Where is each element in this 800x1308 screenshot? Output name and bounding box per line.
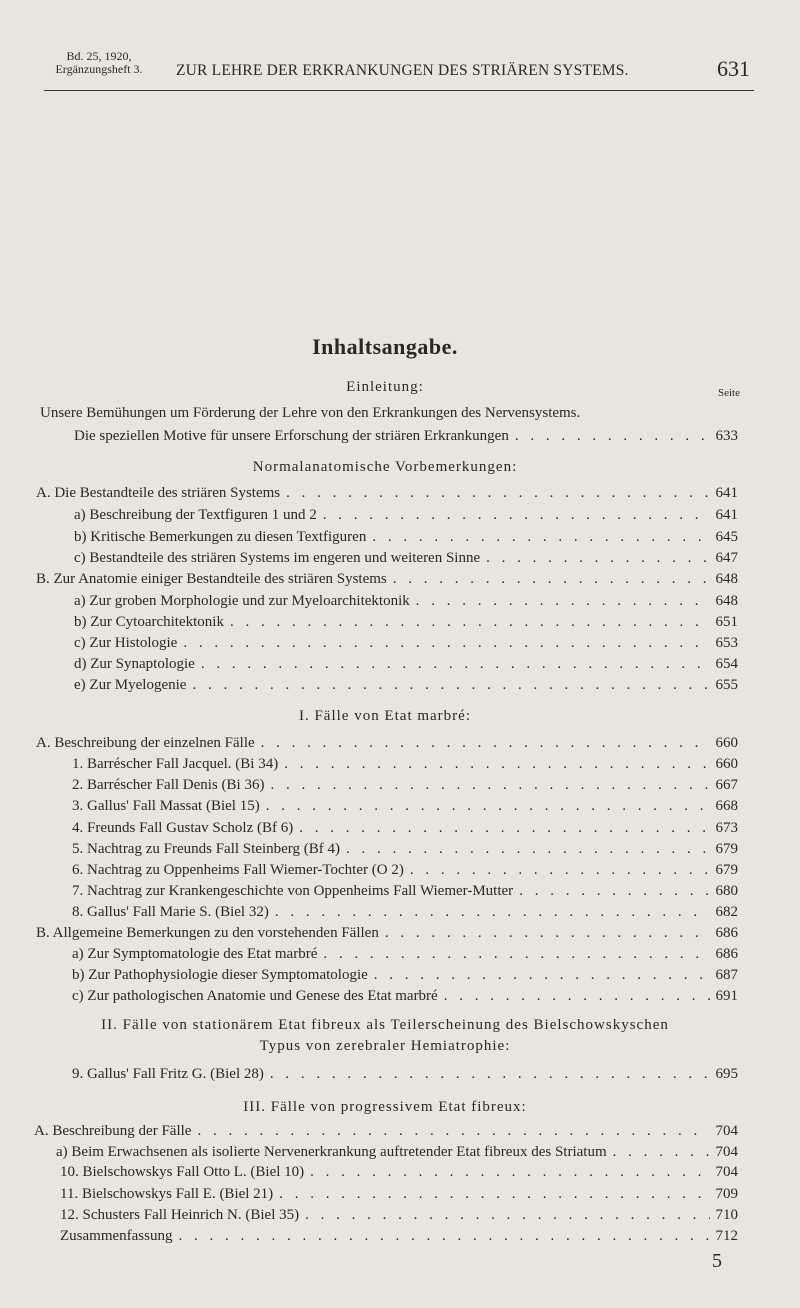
dot-leader: [486, 550, 709, 567]
dot-leader: [305, 1207, 709, 1224]
dot-leader: [385, 925, 710, 942]
entry-page: 648: [715, 571, 738, 587]
entry-page: 712: [715, 1228, 738, 1244]
toc-entry: [72, 841, 738, 861]
dot-leader: [261, 735, 710, 752]
entry-label: a) Beim Erwachsenen als isolierte Nervenerkrankung auftretender Etat fibreux des Striatum: [56, 1144, 607, 1160]
entry-page: 641: [715, 485, 738, 501]
toc-title: Inhaltsangabe.: [312, 334, 458, 359]
entry-label: b) Zur Cytoarchitektonik: [74, 614, 224, 630]
entry-page: 691: [715, 988, 738, 1004]
toc-entry: [74, 614, 738, 634]
dot-leader: [346, 841, 709, 858]
dot-leader: [284, 756, 709, 773]
entry-page: 633: [715, 428, 738, 444]
dot-leader: [393, 571, 710, 588]
entry-label: B. Zur Anatomie einiger Bestandteile des striären Systems: [36, 571, 387, 587]
entry-label: 3. Gallus' Fall Massat (Biel 15): [72, 798, 260, 814]
entry-label: b) Zur Pathophysiologie dieser Symptomatologie: [72, 967, 368, 983]
volume-info: [44, 50, 154, 76]
page-number: 631: [717, 56, 750, 81]
dot-leader: [275, 904, 710, 921]
dot-leader: [178, 1228, 709, 1245]
entry-page: 673: [715, 820, 738, 836]
toc-entry: [72, 1066, 738, 1086]
toc-entry: [74, 529, 738, 549]
entry-label: A. Beschreibung der einzelnen Fälle: [36, 735, 255, 751]
entry-label: 11. Bielschowskys Fall E. (Biel 21): [60, 1186, 274, 1202]
entry-page: 686: [715, 925, 738, 941]
entry-label: 1. Barréscher Fall Jacquel. (Bi 34): [72, 756, 279, 772]
dot-leader: [197, 1123, 709, 1140]
entry-page: 660: [715, 756, 738, 772]
toc-entry: [60, 1164, 738, 1184]
entry-page: 660: [715, 735, 738, 751]
entry-label: B. Allgemeine Bemerkungen zu den vorstehenden Fällen: [36, 925, 379, 941]
dot-leader: [416, 593, 710, 610]
entry-label: d) Zur Synaptologie: [74, 656, 195, 672]
toc-entry: [36, 925, 738, 945]
section-heading-cont: Typus von zerebraler Hemiatrophie:: [259, 1038, 511, 1054]
section-heading: II. Fälle von stationärem Etat fibreux als Teilerscheinung des Bielschowskyschen: [101, 1017, 669, 1033]
entry-label: 10. Bielschowskys Fall Otto L. (Biel 10): [60, 1164, 305, 1180]
intro-heading: Einleitung:: [346, 379, 424, 395]
dot-leader: [323, 507, 710, 524]
toc-entry: [36, 735, 738, 755]
entry-label: a) Zur Symptomatologie des Etat marbré: [72, 946, 318, 962]
entry-label: c) Bestandteile des striären Systems im engeren und weiteren Sinne: [74, 550, 481, 566]
toc-entry: [36, 485, 738, 505]
signature-mark: 5: [712, 1250, 722, 1272]
dot-leader: [279, 1186, 709, 1203]
entry-page: 651: [715, 614, 738, 630]
toc-entry: [72, 967, 738, 987]
dot-leader: [230, 614, 710, 631]
toc-entry: [34, 1123, 738, 1143]
entry-label: 4. Freunds Fall Gustav Scholz (Bf 6): [72, 820, 294, 836]
toc-entry: [72, 777, 738, 797]
dot-leader: [515, 428, 710, 445]
entry-label: 9. Gallus' Fall Fritz G. (Biel 28): [72, 1066, 264, 1082]
dot-leader: [372, 529, 709, 546]
entry-page: 682: [715, 904, 738, 920]
dot-leader: [270, 777, 709, 794]
dot-leader: [192, 677, 709, 694]
volume-line: Bd. 25, 1920,: [66, 49, 132, 63]
toc-entry: [72, 946, 738, 966]
entry-page: 704: [715, 1164, 738, 1180]
entry-label: 8. Gallus' Fall Marie S. (Biel 32): [72, 904, 269, 920]
intro-line: Unsere Bemühungen um Förderung der Lehre von den Erkrankungen des Nervensystems.: [40, 405, 581, 421]
toc-entry: [60, 1207, 738, 1227]
running-head: [44, 50, 754, 91]
entry-page: 655: [715, 677, 738, 693]
supplement-line: Ergänzungsheft 3.: [55, 62, 143, 76]
dot-leader: [410, 862, 710, 879]
toc-entry: [60, 1186, 738, 1206]
toc-entry: [36, 571, 738, 591]
dot-leader: [323, 946, 709, 963]
entry-page: 686: [715, 946, 738, 962]
dot-leader: [270, 1066, 710, 1083]
section-heading: Normalanatomische Vorbemerkungen:: [252, 459, 518, 475]
entry-label: b) Kritische Bemerkungen zu diesen Textfiguren: [74, 529, 367, 545]
toc-entry: [72, 820, 738, 840]
toc-entry: [72, 798, 738, 818]
toc-entry: [74, 656, 738, 676]
entry-label: A. Beschreibung der Fälle: [34, 1123, 192, 1139]
entry-label: c) Zur Histologie: [74, 635, 178, 651]
entry-page: 648: [715, 593, 738, 609]
page-column-label: Seite: [718, 387, 740, 399]
toc-entry: [60, 1228, 738, 1248]
entry-page: 667: [715, 777, 738, 793]
entry-page: 647: [715, 550, 738, 566]
toc-entry: [74, 677, 738, 697]
entry-page: 710: [715, 1207, 738, 1223]
toc-entry: [72, 862, 738, 882]
entry-label: Zusammenfassung: [60, 1228, 173, 1244]
section-heading: I. Fälle von Etat marbré:: [298, 708, 472, 724]
dot-leader: [374, 967, 710, 984]
entry-label: 5. Nachtrag zu Freunds Fall Steinberg (Bf 4): [72, 841, 341, 857]
entry-page: 668: [715, 798, 738, 814]
entry-label: 2. Barréscher Fall Denis (Bi 36): [72, 777, 265, 793]
entry-page: 653: [715, 635, 738, 651]
dot-leader: [201, 656, 710, 673]
toc-entry: [74, 428, 738, 448]
entry-page: 704: [715, 1144, 738, 1160]
dot-leader: [613, 1144, 710, 1161]
toc-entry: [74, 635, 738, 655]
entry-label: c) Zur pathologischen Anatomie und Genese des Etat marbré: [72, 988, 438, 1004]
entry-label: 7. Nachtrag zur Krankengeschichte von Oppenheims Fall Wiemer-Mutter: [72, 883, 514, 899]
dot-leader: [286, 485, 709, 502]
dot-leader: [266, 798, 710, 815]
entry-label: A. Die Bestandteile des striären Systems: [36, 485, 281, 501]
dot-leader: [444, 988, 710, 1005]
entry-page: 704: [715, 1123, 738, 1139]
dot-leader: [299, 820, 709, 837]
entry-page: 687: [715, 967, 738, 983]
entry-label: 12. Schusters Fall Heinrich N. (Biel 35): [60, 1207, 300, 1223]
toc-entry: [72, 883, 738, 903]
section-heading: III. Fälle von progressivem Etat fibreux:: [243, 1099, 527, 1115]
entry-page: 695: [715, 1066, 738, 1082]
toc-entry: [72, 756, 738, 776]
toc-entry: [74, 550, 738, 570]
dot-leader: [519, 883, 709, 900]
toc-entry: [72, 904, 738, 924]
entry-label: e) Zur Myelogenie: [74, 677, 187, 693]
toc-entry: [74, 593, 738, 613]
running-title: ZUR LEHRE DER ERKRANKUNGEN DES STRIÄREN SYSTEMS.: [176, 62, 629, 79]
toc-entry: [72, 988, 738, 1008]
entry-label: a) Beschreibung der Textfiguren 1 und 2: [74, 507, 317, 523]
entry-label: Die speziellen Motive für unsere Erforschung der striären Erkrankungen: [74, 428, 509, 444]
entry-page: 654: [715, 656, 738, 672]
entry-label: a) Zur groben Morphologie und zur Myeloarchitektonik: [74, 593, 410, 609]
toc-entry: [56, 1144, 738, 1164]
entry-page: 679: [715, 841, 738, 857]
entry-page: 709: [715, 1186, 738, 1202]
entry-page: 641: [715, 507, 738, 523]
entry-label: 6. Nachtrag zu Oppenheims Fall Wiemer-Tochter (O 2): [72, 862, 404, 878]
entry-page: 680: [715, 883, 738, 899]
entry-page: 679: [715, 862, 738, 878]
dot-leader: [183, 635, 709, 652]
toc-entry: [74, 507, 738, 527]
dot-leader: [310, 1164, 709, 1181]
entry-page: 645: [715, 529, 738, 545]
